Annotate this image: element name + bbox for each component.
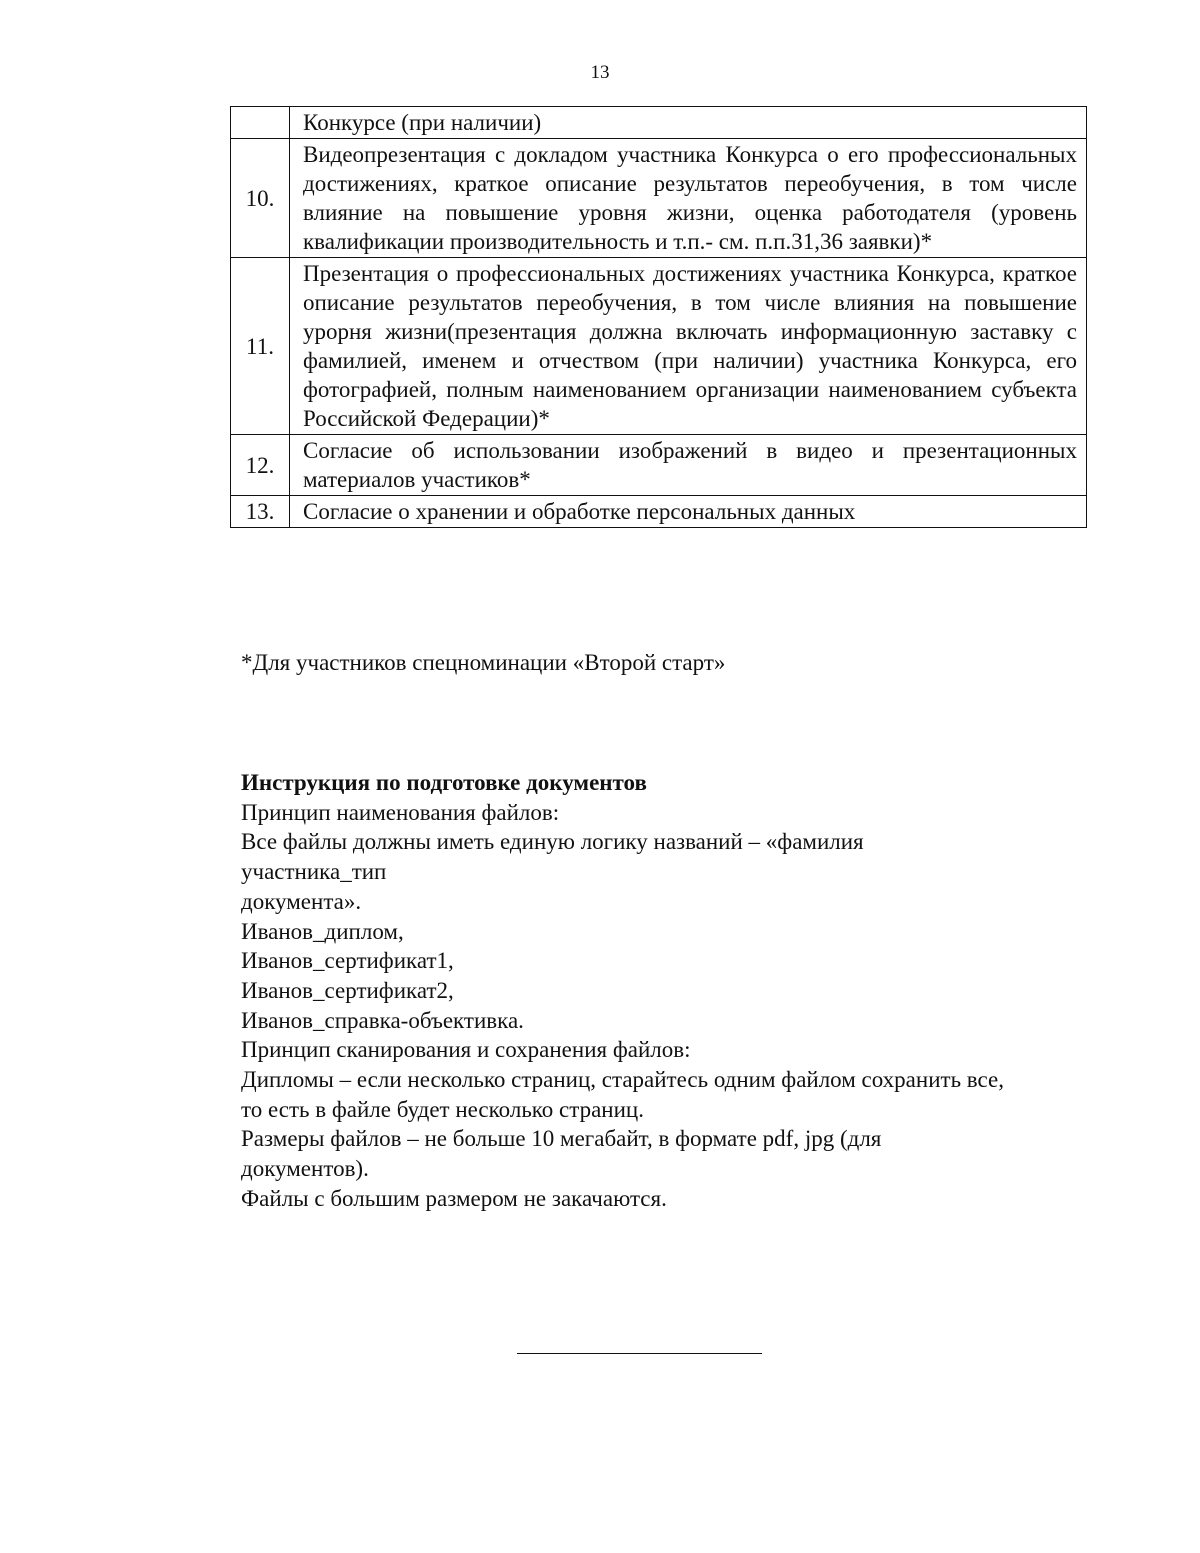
instructions-section <box>241 768 1111 1214</box>
row-text: Согласие о хранении и обработке персональных данных <box>290 496 1087 528</box>
end-divider <box>517 1353 762 1354</box>
instruction-line: Дипломы – если несколько страниц, старайтесь одним файлом сохранить все, <box>241 1067 1004 1093</box>
instruction-line: то есть в файле будет несколько страниц. <box>241 1096 644 1122</box>
table-row <box>231 107 1087 139</box>
instruction-line: Файлы с большим размером не закачаются. <box>241 1185 667 1211</box>
instructions-heading: Инструкция по подготовке документов <box>241 770 647 795</box>
table-row <box>231 258 1087 435</box>
instruction-line: Все файлы должны иметь единую логику названий – «фамилия <box>241 829 864 855</box>
instruction-line: Размеры файлов – не больше 10 мегабайт, в формате pdf, jpg (для <box>241 1126 882 1152</box>
row-number: 12. <box>231 435 290 496</box>
row-text: Видеопрезентация с докладом участника Конкурса о его профессиональных достижениях, краткое описание результатов переобучения, в том числе влияние на повышение уровня жизни, оценка работодателя (уровень квалификации производительность и т.п.- см. п.п.31,36 заявки)* <box>290 139 1087 258</box>
row-text: Презентация о профессиональных достижениях участника Конкурса, краткое описание результатов переобучения, в том числе влияния на повышение уроpня жизни(презентация должна включать информационную заставку с фамилией, именем и отчеством (при наличии) участника Конкурса, его фотографией, полным наименованием организации наименованием субъекта Российской Федерации)* <box>290 258 1087 435</box>
page-number: 13 <box>590 62 610 83</box>
instruction-line: Иванов_диплом, <box>241 918 404 944</box>
table-row <box>231 496 1087 528</box>
instruction-line: документов). <box>241 1156 369 1182</box>
row-text: Согласие об использовании изображений в видео и презентационных материалов участиков* <box>290 435 1087 496</box>
instruction-line: Принцип наименования файлов: <box>241 799 560 825</box>
instruction-line: Иванов_сертификат1, <box>241 948 454 974</box>
row-number: 13. <box>231 496 290 528</box>
instruction-line: Принцип сканирования и сохранения файлов: <box>241 1037 691 1063</box>
row-text: Конкурсе (при наличии) <box>290 107 1087 139</box>
instruction-line: участника_тип <box>241 859 387 885</box>
footnote: *Для участников спецноминации «Второй старт» <box>241 650 726 675</box>
row-number: 10. <box>231 139 290 258</box>
row-number <box>231 107 290 139</box>
documents-table <box>230 106 1087 528</box>
instruction-line: Иванов_сертификат2, <box>241 977 454 1003</box>
instruction-line: документа». <box>241 888 362 914</box>
instruction-line: Иванов_справка-объективка. <box>241 1007 524 1033</box>
row-number: 11. <box>231 258 290 435</box>
table-row <box>231 139 1087 258</box>
table-row <box>231 435 1087 496</box>
